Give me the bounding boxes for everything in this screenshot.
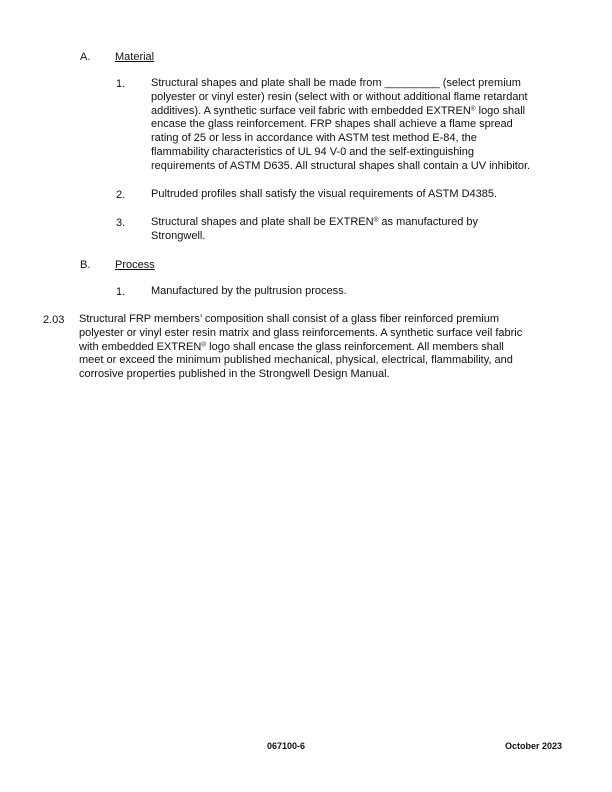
text-line: Pultruded profiles shall satisfy the visual requirements of ASTM D4385.: [151, 188, 498, 200]
text-line: Manufactured by the pultrusion process.: [151, 285, 347, 297]
text-line: additives). A synthetic surface veil fabric with embedded EXTREN® logo shall: [151, 104, 526, 117]
item-a1-marker: 1.: [116, 78, 126, 90]
text-line: Structural shapes and plate shall be EXTREN® as manufactured by: [151, 216, 479, 228]
item-a2-marker: 2.: [116, 189, 126, 201]
article-text: [79, 313, 522, 382]
item-a1-text: [151, 77, 530, 174]
registered-mark: ®: [470, 105, 476, 113]
text-line: Structural shapes and plate shall be made from _________ (select premium: [151, 77, 521, 89]
item-b1-text: [151, 285, 347, 299]
section-b-heading: Process: [115, 259, 155, 271]
registered-mark: ®: [201, 341, 207, 349]
article-number: 2.03: [43, 314, 65, 326]
item-a3-marker: 3.: [116, 217, 126, 229]
text-line: corrosive properties published in the Strongwell Design Manual.: [79, 368, 390, 381]
text-line: meet or exceed the minimum published mechanical, physical, electrical, flammability, and: [79, 354, 513, 367]
text-line: encase the glass reinforcement. FRP shapes shall achieve a flame spread: [151, 118, 513, 131]
registered-mark: ®: [373, 216, 379, 224]
text-line: flammability characteristics of UL 94 V-0 and the self-extinguishing: [151, 145, 475, 158]
footer-section-page-number: 067100-6: [267, 741, 306, 751]
section-a-marker: A.: [80, 51, 91, 63]
text-line: Structural FRP members’ composition shall consist of a glass fiber reinforced premium: [79, 313, 499, 325]
text-line: with embedded EXTREN® logo shall encase the glass reinforcement. All members shall: [79, 340, 504, 353]
text-line: polyester or vinyl ester) resin (select with or without additional flame retardant: [151, 90, 528, 103]
item-a2-text: [151, 188, 497, 202]
section-b-marker: B.: [80, 259, 91, 271]
text-line: polyester or vinyl ester resin matrix and glass reinforcements. A synthetic surface veil fabric: [79, 326, 523, 339]
item-a3-text: [151, 216, 478, 244]
footer-date: October 2023: [505, 741, 563, 751]
text-line: requirements of ASTM D635. All structural shapes shall contain a UV inhibitor.: [151, 159, 531, 172]
item-b1-marker: 1.: [116, 286, 126, 298]
text-line: rating of 25 or less in accordance with ASTM test method E-84, the: [151, 132, 477, 145]
section-a-heading: Material: [115, 51, 155, 63]
text-line: Strongwell.: [151, 229, 206, 242]
